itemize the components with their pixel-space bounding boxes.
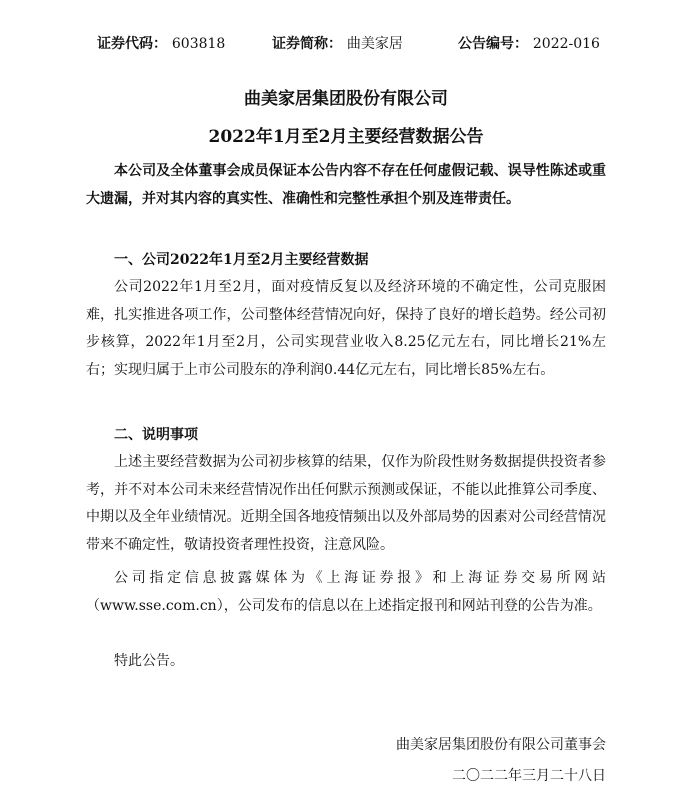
section1-heading: 一、公司2022年1月至2月主要经营数据 <box>114 252 369 268</box>
closing-statement: 特此公告。 <box>114 653 184 669</box>
announcement-number-label: 公告编号： <box>458 36 528 52</box>
security-code-label: 证券代码： <box>97 36 167 52</box>
security-code-value: 603818 <box>171 36 226 52</box>
security-abbreviation-label: 证券简称： <box>272 36 342 52</box>
announcement-number-value: 2022-016 <box>532 36 600 52</box>
security-abbreviation <box>272 33 403 53</box>
signature-date: 二〇二二年三月二十八日 <box>452 768 606 784</box>
announcement-title: 2022年1月至2月主要经营数据公告 <box>208 127 484 147</box>
security-code <box>97 33 225 53</box>
security-abbreviation-value: 曲美家居 <box>346 36 403 52</box>
company-title: 曲美家居集团股份有限公司 <box>244 89 448 109</box>
section2-paragraph-1: 上述主要经营数据为公司初步核算的结果，仅作为阶段性财务数据提供投资者参考，并不对本公司未来经营情况作出任何默示预测或保证，不能以此推算公司季度、中期以及全年业绩情况。近期全国各地疫情频出以及外部局势的因素对公司经营情况带来不确定性，敬请投资者理性投资，注意风险。 <box>86 454 606 553</box>
announcement-number <box>458 33 600 53</box>
section1-body: 公司2022年1月至2月，面对疫情反复以及经济环境的不确定性，公司克服困难，扎实推进各项工作，公司整体经营情况向好，保持了良好的增长趋势。经公司初步核算，2022年1月至2月，公司实现营业收入8.25亿元左右，同比增长21%左右；实现归属于上市公司股东的净利润0.44亿元左右，同比增长85%左右。 <box>86 279 606 378</box>
section2-paragraph-2: 公司指定信息披露媒体为《上海证券报》和上海证券交易所网站（www.sse.com.cn），公司发布的信息以在上述指定报刊和网站刊登的公告为准。 <box>86 570 606 614</box>
signature-organization: 曲美家居集团股份有限公司董事会 <box>396 737 606 753</box>
section2-heading: 二、说明事项 <box>114 427 198 443</box>
document-header <box>0 33 692 53</box>
board-statement: 本公司及全体董事会成员保证本公告内容不存在任何虚假记载、误导性陈述或重大遗漏，并对其内容的真实性、准确性和完整性承担个别及连带责任。 <box>86 163 606 207</box>
